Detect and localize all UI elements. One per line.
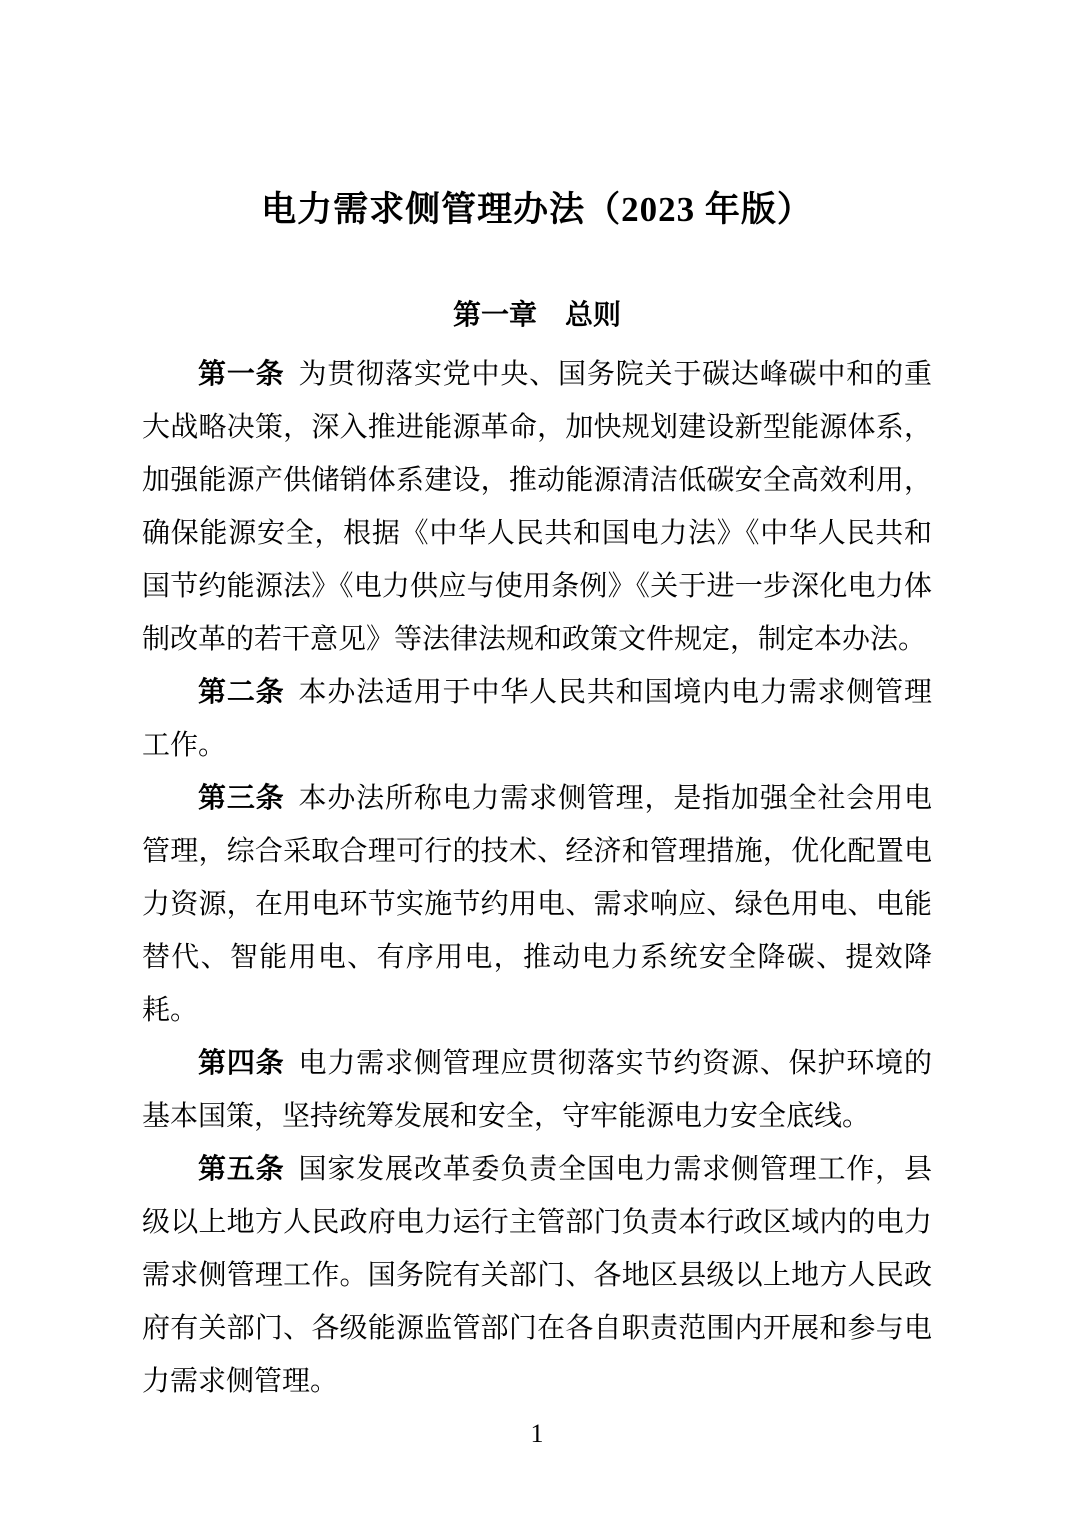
article-4 — [142, 1037, 932, 1143]
article-3-text: 本办法所称电力需求侧管理，是指加强全社会用电管理，综合采取合理可行的技术、经济和管理措施，优化配置电力资源，在用电环节实施节约用电、需求响应、绿色用电、电能替代、智能用电、有序用电，推动电力系统安全降碳、提效降耗。 — [142, 783, 932, 1026]
page-number: 1 — [530, 1419, 544, 1448]
article-4-label: 第四条 — [198, 1048, 285, 1079]
article-2 — [142, 666, 932, 772]
article-1 — [142, 348, 932, 666]
article-3 — [142, 772, 932, 1037]
article-5-label: 第五条 — [198, 1154, 285, 1185]
article-1-text: 为贯彻落实党中央、国务院关于碳达峰碳中和的重大战略决策，深入推进能源革命，加快规划建设新型能源体系，加强能源产供储销体系建设，推动能源清洁低碳安全高效利用，确保能源安全，根据《中华人民共和国电力法》《中华人民共和国节约能源法》《电力供应与使用条例》《关于进一步深化电力体制改革的若干意见》等法律法规和政策文件规定，制定本办法。 — [142, 359, 932, 655]
chapter-heading: 第一章 总则 — [452, 300, 621, 331]
article-4-text: 电力需求侧管理应贯彻落实节约资源、保护环境的基本国策，坚持统筹发展和安全，守牢能源电力安全底线。 — [142, 1048, 932, 1132]
document-body — [142, 348, 932, 1408]
document-title: 电力需求侧管理办法（2023 年版） — [261, 190, 813, 229]
article-5 — [142, 1143, 932, 1408]
article-5-text: 国家发展改革委负责全国电力需求侧管理工作，县级以上地方人民政府电力运行主管部门负责本行政区域内的电力需求侧管理工作。国务院有关部门、各地区县级以上地方人民政府有关部门、各级能源监管部门在各自职责范围内开展和参与电力需求侧管理。 — [142, 1154, 932, 1397]
article-2-text: 本办法适用于中华人民共和国境内电力需求侧管理工作。 — [142, 677, 932, 761]
article-1-label: 第一条 — [198, 359, 285, 390]
article-2-label: 第二条 — [198, 677, 285, 708]
article-3-label: 第三条 — [198, 783, 285, 814]
